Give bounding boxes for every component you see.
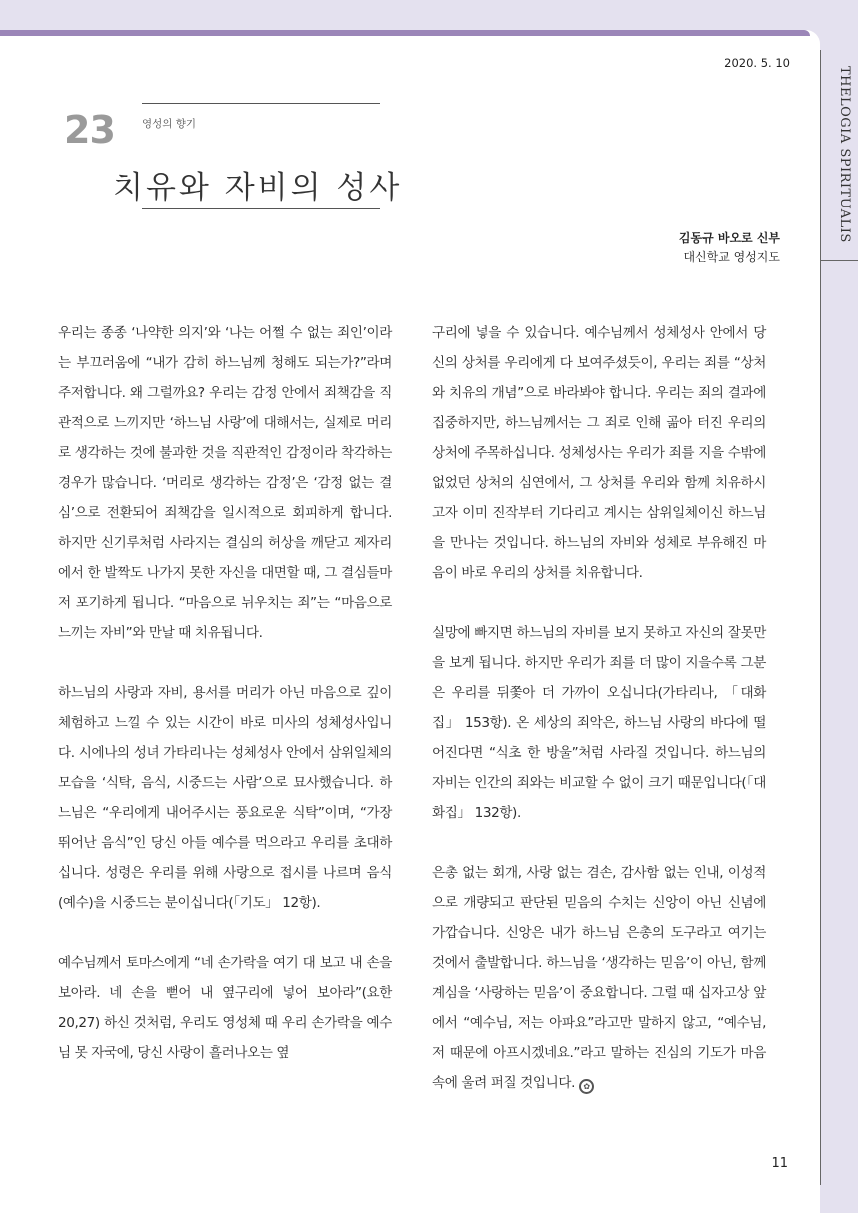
side-running-title: THELOGIA SPIRITUALIS <box>837 66 852 243</box>
side-divider <box>820 50 821 1185</box>
title-rule-top <box>142 103 380 104</box>
paragraph: 우리는 종종 ‘나약한 의지’와 ‘나는 어쩔 수 없는 죄인’이라는 부끄러움에 “내가 감히 하느님께 청해도 되는가?”라며 주저합니다. 왜 그럴까요? 우리는 감정 안에서 죄책감을 직관적으로 느끼지만 ‘하느님 사랑’에 대해서는, 실제로 머리로 생각하는 것에 불과한 것을 직관적인 감정이라 착각하는 경우가 많습니다. ‘머리로 생각하는 감정’은 ‘감정 없는 결심’으로 전환되어 죄책감을 일시적으로 회피하게 합니다. 하지만 신기루처럼 사라지는 결심의 허상을 깨닫고 제자리에서 한 발짝도 나가지 못한 자신을 대면할 때, 그 결심들마저 포기하게 됩니다. “마음으로 뉘우치는 죄”는 “마음으로 느끼는 자비”와 만날 때 치유됩니다. <box>58 325 392 641</box>
author-name: 김동규 바오로 신부 <box>678 231 780 245</box>
paragraph: 구리에 넣을 수 있습니다. 예수님께서 성체성사 안에서 당신의 상처를 우리에게 다 보여주셨듯이, 우리는 죄를 “상처와 치유의 개념”으로 바라봐야 합니다. 우리는 죄의 결과에 집중하지만, 하느님께서는 그 죄로 인해 곪아 터진 우리의 상처에 주목하십니다. 성체성사는 우리가 죄를 지을 수밖에 없었던 상처의 심연에서, 그 상처를 우리와 함께 치유하시고자 이미 진작부터 기다리고 계시는 삼위일체이신 하느님을 만나는 것입니다. 하느님의 자비와 성체로 부유해진 마음이 바로 우리의 상처를 치유합니다. <box>432 325 766 581</box>
body-column-right <box>432 318 766 1128</box>
paragraph: 예수님께서 토마스에게 “네 손가락을 여기 대 보고 내 손을 보아라. 네 손을 뻗어 내 옆구리에 넣어 보아라”(요한 20,27) 하신 것처럼, 우리도 영성체 때 우리 손가락을 예수님 못 자국에, 당신 사랑이 흘러나오는 옆 <box>58 955 392 1061</box>
paragraph: 하느님의 사랑과 자비, 용서를 머리가 아닌 마음으로 깊이 체험하고 느낄 수 있는 시간이 바로 미사의 성체성사입니다. 시에나의 성녀 가타리나는 성체성사 안에서 삼위일체의 모습을 ‘식탁, 음식, 시중드는 사람’으로 묘사했습니다. 하느님은 “우리에게 내어주시는 풍요로운 식탁”이며, “가장 뛰어난 음식”인 당신 아들 예수를 먹으라고 우리를 초대하십니다. 성령은 우리를 위해 사랑으로 접시를 나르며 음식(예수)을 시중드는 분이십니다(「기도」 12항). <box>58 685 392 911</box>
side-divider-tick <box>820 260 858 261</box>
paragraph: 실망에 빠지면 하느님의 자비를 보지 못하고 자신의 잘못만을 보게 됩니다. 하지만 우리가 죄를 더 많이 지을수록 그분은 우리를 뒤쫓아 더 가까이 오십니다(가타리나, 「대화집」 153항). 온 세상의 죄악은, 하느님 사랑의 바다에 떨어진다면 “식초 한 방울”처럼 사라질 것입니다. 하느님의 자비는 인간의 죄와는 비교할 수 없이 크기 때문입니다(「대화집」 132항). <box>432 625 766 821</box>
paragraph-text: 은총 없는 회개, 사랑 없는 겸손, 감사함 없는 인내, 이성적으로 개량되고 판단된 믿음의 수치는 신앙이 아닌 신념에 가깝습니다. 신앙은 내가 하느님 은총의 도구라고 여기는 것에서 출발합니다. 하느님을 ‘생각하는 믿음’이 아닌, 함께 계심을 ‘사랑하는 믿음’이 중요합니다. 그럴 때 십자고상 앞에서 “예수님, 저는 아파요”라고만 말하지 않고, “예수님, 저 때문에 아프시겠네요.”라고 말하는 진심의 기도가 마음 속에 울려 퍼질 것입니다. <box>432 865 766 1091</box>
header-band <box>0 30 810 36</box>
article-title: 치유와 자비의 성사 <box>113 170 403 206</box>
article-number: 23 <box>64 108 115 152</box>
paragraph <box>432 858 766 1098</box>
byline <box>679 229 780 267</box>
series-name: 영성의 향기 <box>142 118 197 130</box>
title-rule-bottom <box>142 208 380 209</box>
issue-date: 2020. 5. 10 <box>724 56 790 70</box>
page-number: 11 <box>771 1156 788 1171</box>
flower-ornament-icon: ✿ <box>579 1079 594 1094</box>
body-column-left <box>58 318 392 1098</box>
author-affiliation: 대신학교 영성지도 <box>683 250 780 264</box>
